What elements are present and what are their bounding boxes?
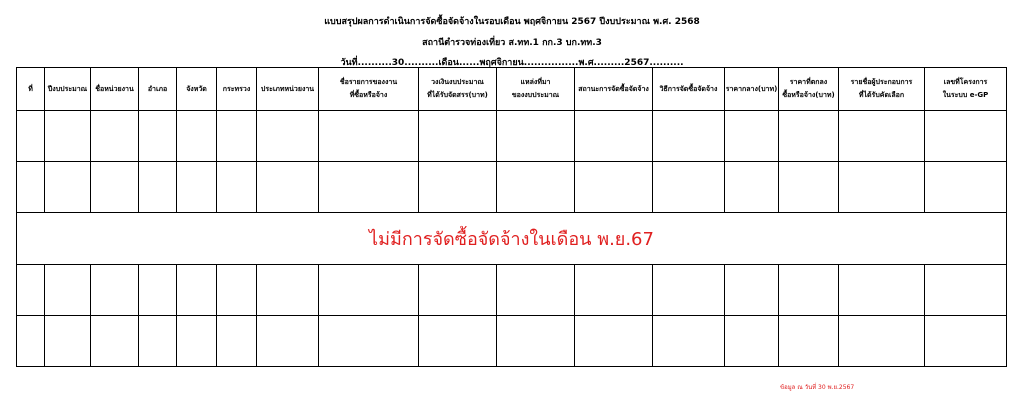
col-header: จังหวัด <box>177 68 217 111</box>
col-header: แหล่งที่มา ของงบประมาณ <box>497 68 575 111</box>
col-header: ประเภทหน่วยงาน <box>257 68 319 111</box>
report-date-line: วันที่..........30..........เดือน......พฤศจิกายน................พ.ศ.........2567.......... <box>340 58 684 68</box>
col-header: ราคากลาง(บาท) <box>725 68 779 111</box>
col-header: เลขที่โครงการ ในระบบ e-GP <box>925 68 1007 111</box>
no-procurement-notice: ไม่มีการจัดซื้อจัดจ้างในเดือน พ.ย.67 <box>17 213 1007 265</box>
table-row <box>17 111 1007 162</box>
procurement-summary-table <box>16 67 1007 367</box>
col-header: สถานะการจัดซื้อจัดจ้าง <box>575 68 653 111</box>
col-header: วิธีการจัดซื้อจัดจ้าง <box>653 68 725 111</box>
data-as-of-note: ข้อมูล ณ วันที่ 30 พ.ย.2567 <box>780 384 855 391</box>
col-header: ชื่อหน่วยงาน <box>91 68 139 111</box>
col-header: วงเงินงบประมาณ ที่ได้รับจัดสรร(บาท) <box>419 68 497 111</box>
col-header: ปีงบประมาณ <box>45 68 91 111</box>
report-title: แบบสรุปผลการดำเนินการจัดซื้อจัดจ้างในรอบเดือน พฤศจิกายน 2567 ปีงบประมาณ พ.ศ. 2568 <box>324 17 700 27</box>
col-header: ที่ <box>17 68 45 111</box>
table-header-row <box>17 68 1007 111</box>
col-header: อำเภอ <box>139 68 177 111</box>
col-header: รายชื่อผู้ประกอบการ ที่ได้รับคัดเลือก <box>839 68 925 111</box>
col-header: ชื่อรายการของงาน ที่ซื้อหรือจ้าง <box>319 68 419 111</box>
table-row <box>17 316 1007 367</box>
col-header: กระทรวง <box>217 68 257 111</box>
report-agency: สถานีตำรวจท่องเที่ยว ส.ทท.1 กก.3 บก.ทท.3 <box>422 38 602 48</box>
table-row <box>17 265 1007 316</box>
table-row <box>17 162 1007 213</box>
col-header: ราคาที่ตกลง ซื้อหรือจ้าง(บาท) <box>779 68 839 111</box>
table-row-notice <box>17 213 1007 265</box>
